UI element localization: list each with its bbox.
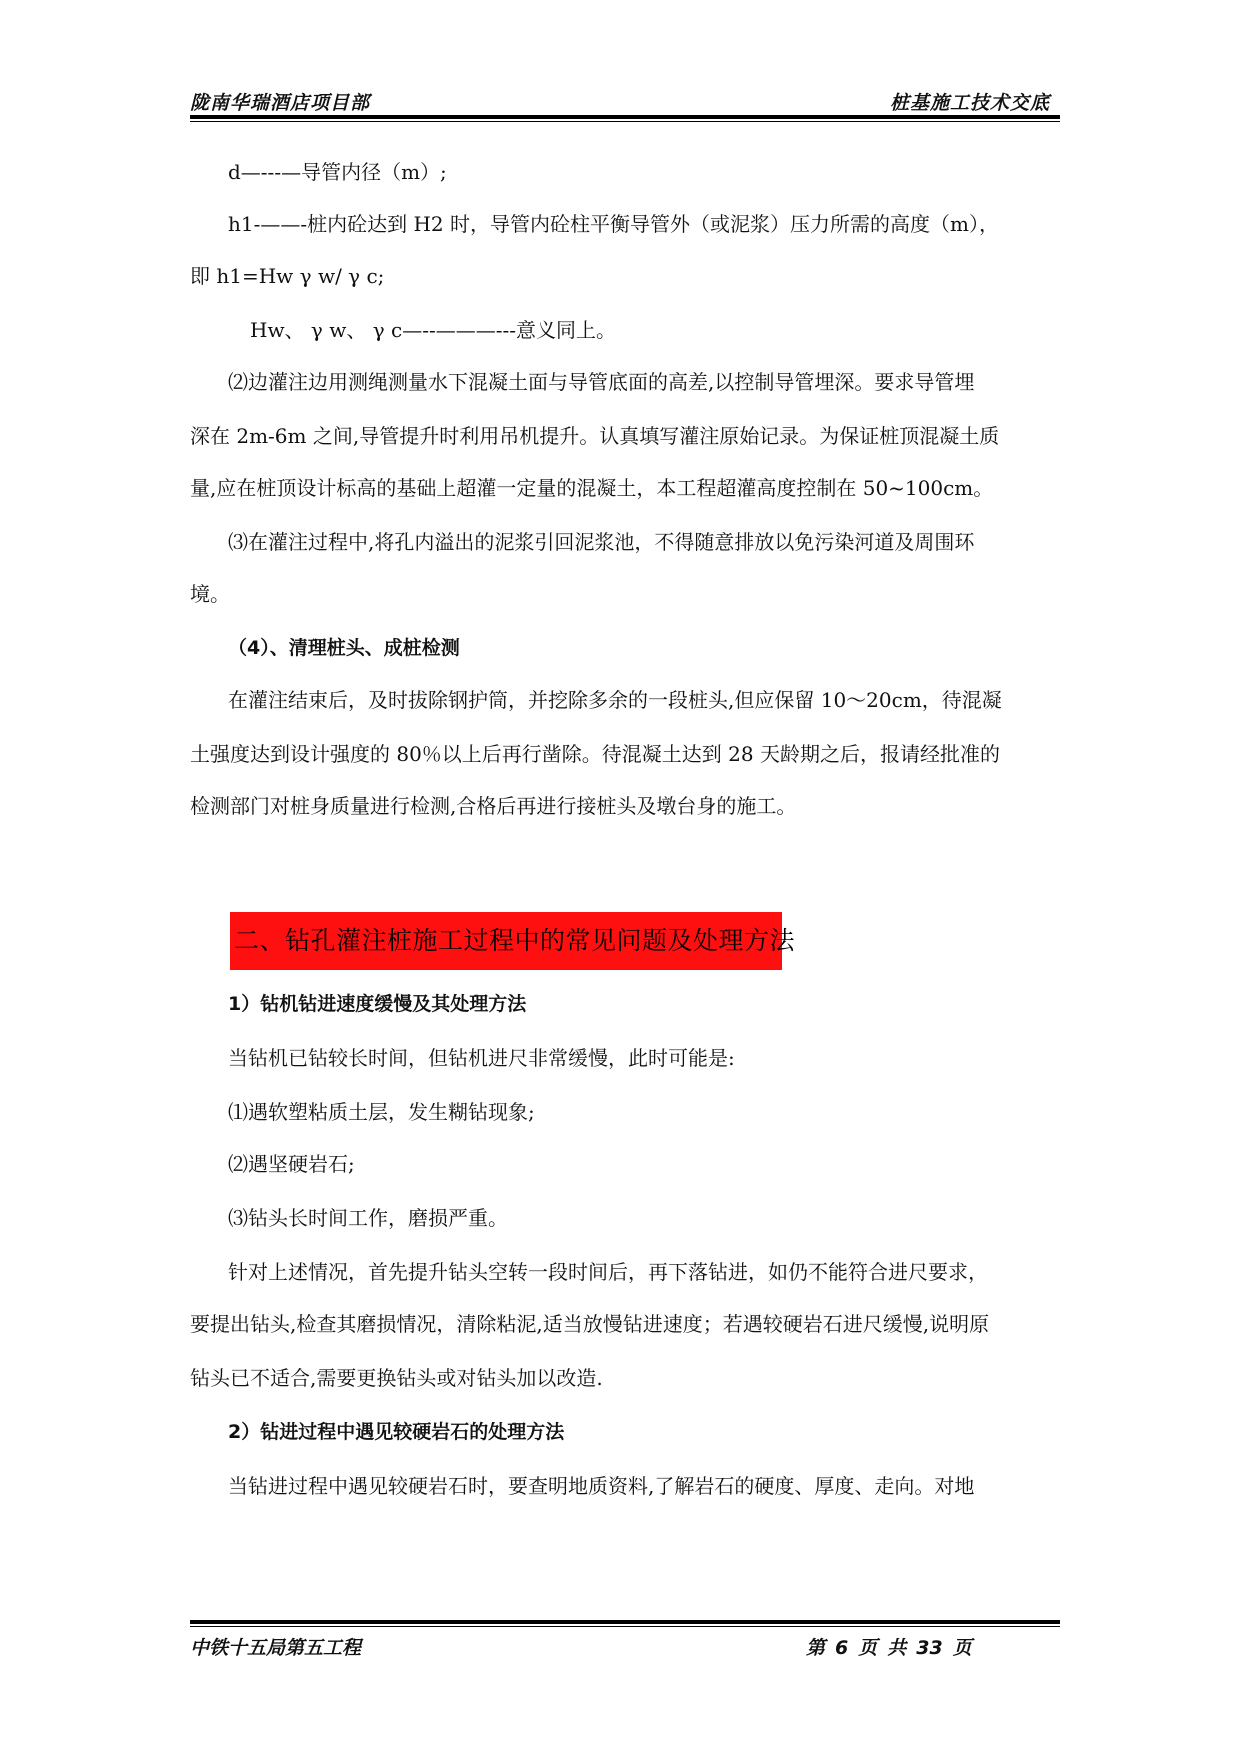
page-number bbox=[806, 1633, 982, 1660]
paragraph-line: 针对上述情况，首先提升钻头空转一段时间后，再下落钻进，如仍不能符合进尺要求， bbox=[228, 1260, 988, 1284]
footer-rule-thin bbox=[190, 1626, 1060, 1627]
section-heading-highlighted: 二、钻孔灌注桩施工过程中的常见问题及处理方法 bbox=[230, 912, 782, 970]
paragraph-line: 要提出钻头,检查其磨损情况，清除粘泥,适当放慢钻进速度；若遇较硬岩石进尺缓慢,说明原 bbox=[190, 1312, 990, 1336]
header-document-title: 桩基施工技术交底 bbox=[889, 92, 1050, 114]
subheading: 2）钻进过程中遇见较硬岩石的处理方法 bbox=[228, 1421, 565, 1443]
page-total: 33 bbox=[916, 1637, 943, 1659]
paragraph-line: 在灌注结束后，及时拔除钢护筒，并挖除多余的一段桩头,但应保留 10～20cm，待混凝 bbox=[228, 688, 1002, 712]
header-rule-thin bbox=[190, 121, 1060, 122]
page-label: 第 bbox=[806, 1637, 826, 1659]
footer-company: 中铁十五局第五工程 bbox=[190, 1637, 362, 1659]
paragraph-line: 当钻机已钻较长时间，但钻机进尺非常缓慢，此时可能是: bbox=[228, 1046, 735, 1070]
list-item: ⑴遇软塑粘质土层，发生糊钻现象; bbox=[228, 1100, 535, 1124]
footer-rule bbox=[190, 1620, 1060, 1624]
paragraph-line: 量,应在桩顶设计标高的基础上超灌一定量的混凝土，本工程超灌高度控制在 50~100cm。 bbox=[190, 476, 994, 500]
list-item: ⑵遇坚硬岩石; bbox=[228, 1152, 355, 1176]
paragraph-line: 即 h1=Hw γ w/ γ c; bbox=[190, 264, 385, 288]
paragraph-line: 当钻进过程中遇见较硬岩石时，要查明地质资料,了解岩石的硬度、厚度、走向。对地 bbox=[228, 1474, 975, 1498]
paragraph-line: d—---—导管内径（m）; bbox=[228, 160, 447, 184]
page-current: 6 bbox=[835, 1637, 849, 1659]
paragraph-line: 钻头已不适合,需要更换钻头或对钻头加以改造. bbox=[190, 1366, 603, 1390]
paragraph-line: ⑵边灌注边用测绳测量水下混凝土面与导管底面的高差,以控制导管埋深。要求导管埋 bbox=[228, 370, 975, 394]
paragraph-line: 检测部门对桩身质量进行检测,合格后再进行接桩头及墩台身的施工。 bbox=[190, 794, 797, 818]
subheading: （4）、清理桩头、成桩检测 bbox=[228, 637, 460, 659]
header-rule bbox=[190, 115, 1060, 119]
page-label: 共 bbox=[887, 1637, 907, 1659]
paragraph-line: 境。 bbox=[190, 582, 230, 606]
subheading: 1）钻机钻进速度缓慢及其处理方法 bbox=[228, 993, 527, 1015]
paragraph-line: h1-——-桩内砼达到 H2 时，导管内砼柱平衡导管外（或泥浆）压力所需的高度（m）， bbox=[228, 212, 999, 236]
page-label: 页 bbox=[858, 1637, 878, 1659]
paragraph-line: ⑶在灌注过程中,将孔内溢出的泥浆引回泥浆池，不得随意排放以免污染河道及周围环 bbox=[228, 530, 975, 554]
list-item: ⑶钻头长时间工作，磨损严重。 bbox=[228, 1206, 508, 1230]
paragraph-line: 深在 2m-6m 之间,导管提升时利用吊机提升。认真填写灌注原始记录。为保证桩顶混凝土质 bbox=[190, 424, 1000, 448]
page-label: 页 bbox=[952, 1637, 972, 1659]
paragraph-line: 土强度达到设计强度的 80％以上后再行凿除。待混凝土达到 28 天龄期之后，报请经批准的 bbox=[190, 742, 1000, 766]
header-project-name: 陇南华瑞酒店项目部 bbox=[190, 92, 371, 114]
paragraph-line: Hw、 γ w、 γ c—--———---意义同上。 bbox=[250, 318, 617, 342]
